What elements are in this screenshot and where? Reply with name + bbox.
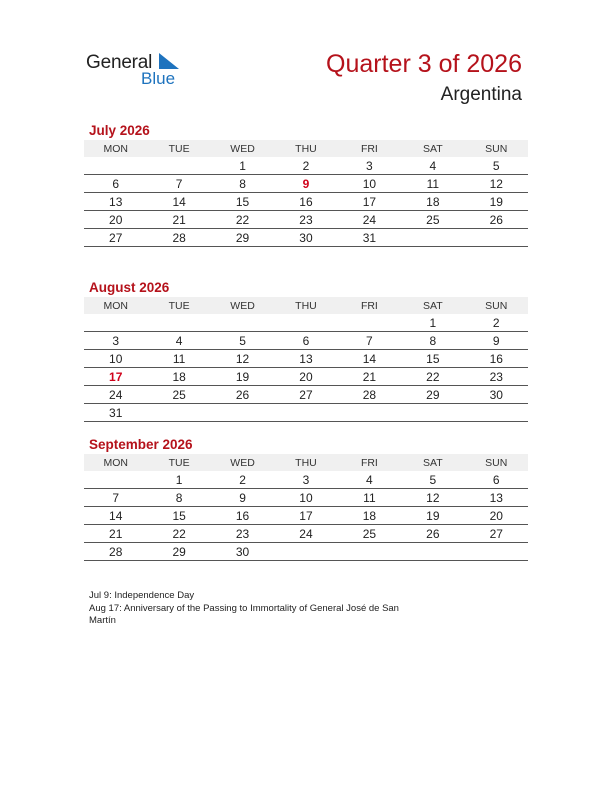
day-cell: 25 [401,211,464,229]
day-cell: 3 [274,471,337,489]
day-cell: 23 [274,211,337,229]
day-cell: 14 [338,350,401,368]
day-cell: 27 [84,229,147,247]
day-cell: 16 [274,193,337,211]
day-cell: 6 [84,175,147,193]
week-row [84,404,528,422]
day-cell: 18 [338,507,401,525]
weekday-header: TUE [147,140,210,157]
empty-day-cell [465,543,528,561]
day-cell: 11 [147,350,210,368]
week-row [84,507,528,525]
day-cell: 24 [84,386,147,404]
day-cell: 10 [338,175,401,193]
week-row [84,229,528,247]
day-cell: 26 [401,525,464,543]
logo-word-general: General [86,52,153,73]
weekday-header: WED [211,297,274,314]
calendar-grid [84,454,528,561]
day-cell: 8 [211,175,274,193]
day-cell: 11 [338,489,401,507]
week-row [84,211,528,229]
weekday-header: MON [84,140,147,157]
empty-day-cell [338,314,401,332]
day-cell: 7 [147,175,210,193]
day-cell: 22 [211,211,274,229]
empty-day-cell [84,471,147,489]
day-cell: 13 [465,489,528,507]
weekday-header: FRI [338,297,401,314]
day-cell: 31 [84,404,147,422]
empty-day-cell [465,229,528,247]
empty-day-cell [211,314,274,332]
empty-day-cell [84,314,147,332]
weekday-header: THU [274,140,337,157]
day-cell: 4 [338,471,401,489]
weekday-header: FRI [338,454,401,471]
day-cell: 11 [401,175,464,193]
weekday-header: SAT [401,454,464,471]
week-row [84,193,528,211]
page-title: Quarter 3 of 2026 [326,50,522,78]
day-cell: 15 [147,507,210,525]
weekday-header: THU [274,297,337,314]
day-cell: 13 [274,350,337,368]
day-cell: 2 [274,157,337,175]
day-cell: 29 [147,543,210,561]
week-row [84,386,528,404]
logo [86,50,186,90]
day-cell: 4 [147,332,210,350]
week-row [84,525,528,543]
day-cell: 17 [84,368,147,386]
day-cell: 12 [401,489,464,507]
week-row [84,489,528,507]
empty-day-cell [274,404,337,422]
weekday-header: MON [84,297,147,314]
weekday-header: THU [274,454,337,471]
day-cell: 9 [274,175,337,193]
empty-day-cell [84,157,147,175]
day-cell: 29 [401,386,464,404]
empty-day-cell [338,543,401,561]
day-cell: 17 [274,507,337,525]
day-cell: 30 [465,386,528,404]
day-cell: 15 [211,193,274,211]
empty-day-cell [274,314,337,332]
day-cell: 26 [211,386,274,404]
weekday-header: SAT [401,297,464,314]
day-cell: 27 [465,525,528,543]
weekday-header: SUN [465,297,528,314]
logo-word-blue: Blue [141,69,176,88]
day-cell: 3 [338,157,401,175]
day-cell: 10 [274,489,337,507]
day-cell: 29 [211,229,274,247]
weekday-header: SAT [401,140,464,157]
day-cell: 28 [338,386,401,404]
day-cell: 2 [465,314,528,332]
empty-day-cell [401,404,464,422]
weekday-header: FRI [338,140,401,157]
week-row [84,543,528,561]
day-cell: 1 [147,471,210,489]
weekday-header: MON [84,454,147,471]
country-name: Argentina [440,84,522,105]
day-cell: 9 [465,332,528,350]
empty-day-cell [401,229,464,247]
week-row [84,368,528,386]
month-july [84,123,528,247]
week-row [84,314,528,332]
day-cell: 21 [147,211,210,229]
blue-triangle-icon [159,53,179,69]
day-cell: 24 [338,211,401,229]
day-cell: 25 [147,386,210,404]
day-cell: 20 [274,368,337,386]
day-cell: 3 [84,332,147,350]
day-cell: 14 [147,193,210,211]
empty-day-cell [465,404,528,422]
week-row [84,157,528,175]
day-cell: 12 [211,350,274,368]
day-cell: 23 [465,368,528,386]
month-august [84,280,528,422]
day-cell: 19 [401,507,464,525]
day-cell: 28 [84,543,147,561]
day-cell: 21 [84,525,147,543]
week-row [84,471,528,489]
day-cell: 7 [338,332,401,350]
empty-day-cell [211,404,274,422]
day-cell: 5 [465,157,528,175]
day-cell: 5 [401,471,464,489]
day-cell: 4 [401,157,464,175]
day-cell: 21 [338,368,401,386]
day-cell: 30 [211,543,274,561]
month-title: July 2026 [89,123,150,138]
day-cell: 1 [211,157,274,175]
month-september [84,437,528,561]
day-cell: 25 [338,525,401,543]
day-cell: 15 [401,350,464,368]
day-cell: 24 [274,525,337,543]
month-title: September 2026 [89,437,193,452]
day-cell: 10 [84,350,147,368]
day-cell: 14 [84,507,147,525]
weekday-header: WED [211,454,274,471]
empty-day-cell [338,404,401,422]
day-cell: 30 [274,229,337,247]
day-cell: 6 [274,332,337,350]
day-cell: 18 [147,368,210,386]
day-cell: 8 [147,489,210,507]
calendar-grid [84,140,528,247]
calendar-grid [84,297,528,422]
holiday-note: Jul 9: Independence Day [89,590,195,601]
day-cell: 5 [211,332,274,350]
day-cell: 2 [211,471,274,489]
day-cell: 23 [211,525,274,543]
week-row [84,332,528,350]
weekday-header: TUE [147,454,210,471]
empty-day-cell [147,404,210,422]
day-cell: 1 [401,314,464,332]
empty-day-cell [401,543,464,561]
empty-day-cell [147,314,210,332]
day-cell: 26 [465,211,528,229]
day-cell: 16 [465,350,528,368]
empty-day-cell [274,543,337,561]
day-cell: 12 [465,175,528,193]
week-row [84,175,528,193]
day-cell: 20 [465,507,528,525]
month-title: August 2026 [89,280,170,295]
day-cell: 8 [401,332,464,350]
holiday-notes [89,590,419,628]
day-cell: 13 [84,193,147,211]
weekday-header: SUN [465,454,528,471]
day-cell: 9 [211,489,274,507]
day-cell: 20 [84,211,147,229]
day-cell: 28 [147,229,210,247]
day-cell: 22 [401,368,464,386]
week-row [84,350,528,368]
day-cell: 31 [338,229,401,247]
day-cell: 16 [211,507,274,525]
day-cell: 6 [465,471,528,489]
day-cell: 19 [211,368,274,386]
weekday-header: TUE [147,297,210,314]
holiday-note: Aug 17: Anniversary of the Passing to Immortality of General José de San Martín [89,602,399,626]
weekday-header: SUN [465,140,528,157]
day-cell: 7 [84,489,147,507]
empty-day-cell [147,157,210,175]
day-cell: 19 [465,193,528,211]
day-cell: 17 [338,193,401,211]
weekday-header: WED [211,140,274,157]
day-cell: 18 [401,193,464,211]
day-cell: 22 [147,525,210,543]
day-cell: 27 [274,386,337,404]
